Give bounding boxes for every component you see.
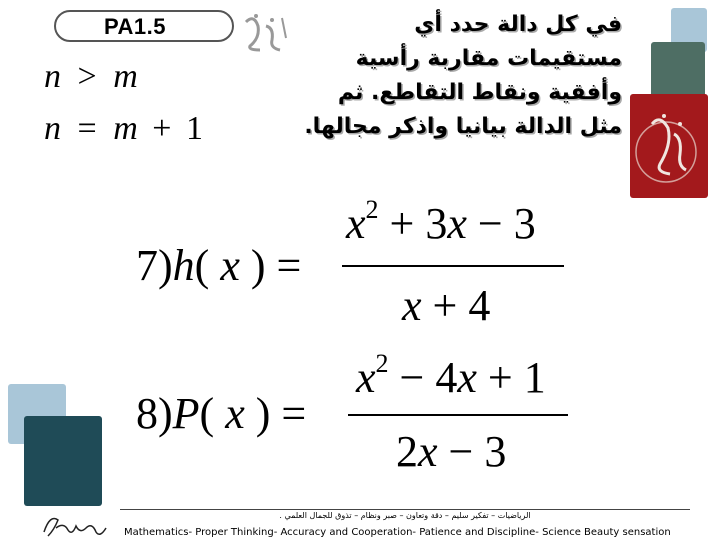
term-x: x bbox=[402, 281, 422, 330]
footer-divider bbox=[120, 509, 690, 510]
decor-square-dark-teal bbox=[24, 416, 102, 506]
term-const: − 3 bbox=[448, 427, 507, 476]
term-coef: + 3 bbox=[389, 199, 448, 248]
footer-english: Mathematics- Proper Thinking- Accuracy and Cooperation- Patience and Discipline- Science Beauty sensation bbox=[124, 527, 671, 538]
term-coef: − 4 bbox=[399, 353, 458, 402]
variable: x bbox=[225, 389, 245, 438]
iqraa-logo-icon bbox=[236, 8, 294, 56]
cond-n: n bbox=[44, 58, 61, 95]
problem-8-denominator bbox=[396, 426, 506, 477]
exponent: 2 bbox=[365, 195, 379, 225]
term-const: + 1 bbox=[487, 353, 546, 402]
problem-number: 7 bbox=[136, 241, 158, 290]
problem-7-lhs: 7)h( x ) = bbox=[136, 241, 302, 290]
cond-n: n bbox=[44, 110, 61, 147]
term-x: x bbox=[447, 199, 467, 248]
problem-8-numerator bbox=[356, 349, 546, 403]
condition-n-greater-m bbox=[44, 58, 138, 96]
iqraa-emblem-icon bbox=[630, 94, 708, 198]
function-name: P bbox=[172, 389, 200, 438]
instruction-text: في كل دالة حدد أي مستقيمات مقاربة رأسية وأفقية ونقاط التقاطع. ثم مثل الدالة بيانيا واذكر مجالها. bbox=[304, 12, 622, 139]
term-coef: 2 bbox=[396, 427, 418, 476]
decor-square-red bbox=[630, 94, 708, 198]
term-x: x bbox=[418, 427, 438, 476]
function-name: h bbox=[172, 241, 195, 290]
variable: x bbox=[220, 241, 240, 290]
problem-7-numerator bbox=[346, 195, 536, 249]
term-x: x bbox=[356, 353, 376, 402]
cond-op-greater: > bbox=[77, 58, 97, 95]
cond-m: m bbox=[113, 58, 138, 95]
exponent: 2 bbox=[375, 349, 389, 379]
signature-icon bbox=[40, 510, 120, 540]
term-const: − 3 bbox=[477, 199, 536, 248]
problem-number: 8 bbox=[136, 389, 158, 438]
footer-arabic: الرياضيات – تفكير سليم – دقة وتعاون – صبر ونظام – تذوق للجمال العلمي . bbox=[279, 511, 531, 520]
cond-op-equal: = bbox=[77, 110, 97, 147]
fraction-bar bbox=[342, 265, 564, 267]
lesson-code: PA1.5 bbox=[104, 14, 167, 39]
fraction-bar bbox=[348, 414, 568, 416]
term-const: + 4 bbox=[432, 281, 491, 330]
term-x: x bbox=[457, 353, 477, 402]
term-x: x bbox=[346, 199, 366, 248]
problem-8-lhs: 8)P( x ) = bbox=[136, 389, 307, 438]
problem-7-denominator bbox=[402, 280, 490, 331]
condition-n-equals-m-plus-1 bbox=[44, 110, 203, 148]
cond-plus: + bbox=[152, 110, 172, 147]
cond-one: 1 bbox=[185, 110, 203, 147]
cond-m: m bbox=[113, 110, 138, 147]
